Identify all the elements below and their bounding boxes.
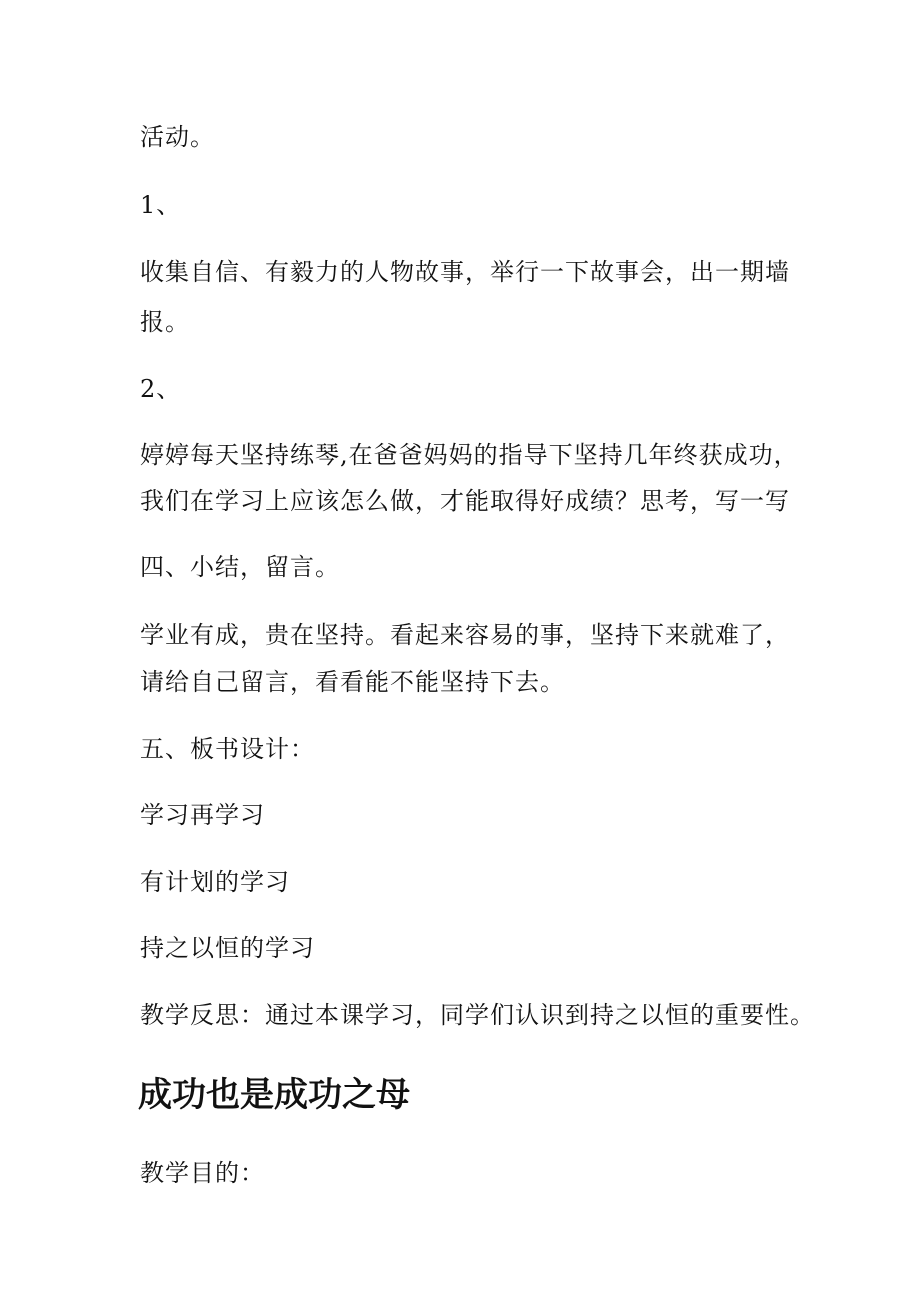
text-line-board-1: 学习再学习 [140,801,265,829]
section-heading: 成功也是成功之母 [138,1075,410,1115]
text-line-reflection: 教学反思：通过本课学习，同学们认识到持之以恒的重要性。 [140,1001,815,1029]
text-line-teaching-goals: 教学目的： [140,1159,265,1187]
text-line-bulletin: 报。 [140,308,190,336]
text-line-leave-message: 请给自己留言，看看能不能坚持下去。 [140,668,565,696]
text-line-how-to-study: 我们在学习上应该怎么做，才能取得好成绩？思考，写一写 [140,487,790,515]
text-line-board-2: 有计划的学习 [140,868,290,896]
text-line-item-1: 1、 [140,191,182,219]
text-line-board-3: 持之以恒的学习 [140,934,315,962]
text-line-summary-heading: 四、小结，留言。 [140,553,340,581]
text-line-tingting: 婷婷每天坚持练琴,在爸爸妈妈的指导下坚持几年终获成功， [140,441,799,469]
text-line-activity: 活动。 [140,123,215,151]
text-line-collect-stories: 收集自信、有毅力的人物故事，举行一下故事会，出一期墙 [140,258,790,286]
text-line-board-design: 五、板书设计： [140,735,315,763]
text-line-persistence: 学业有成，贵在坚持。看起来容易的事，坚持下来就难了， [140,621,790,649]
text-line-item-2: 2、 [140,375,182,403]
